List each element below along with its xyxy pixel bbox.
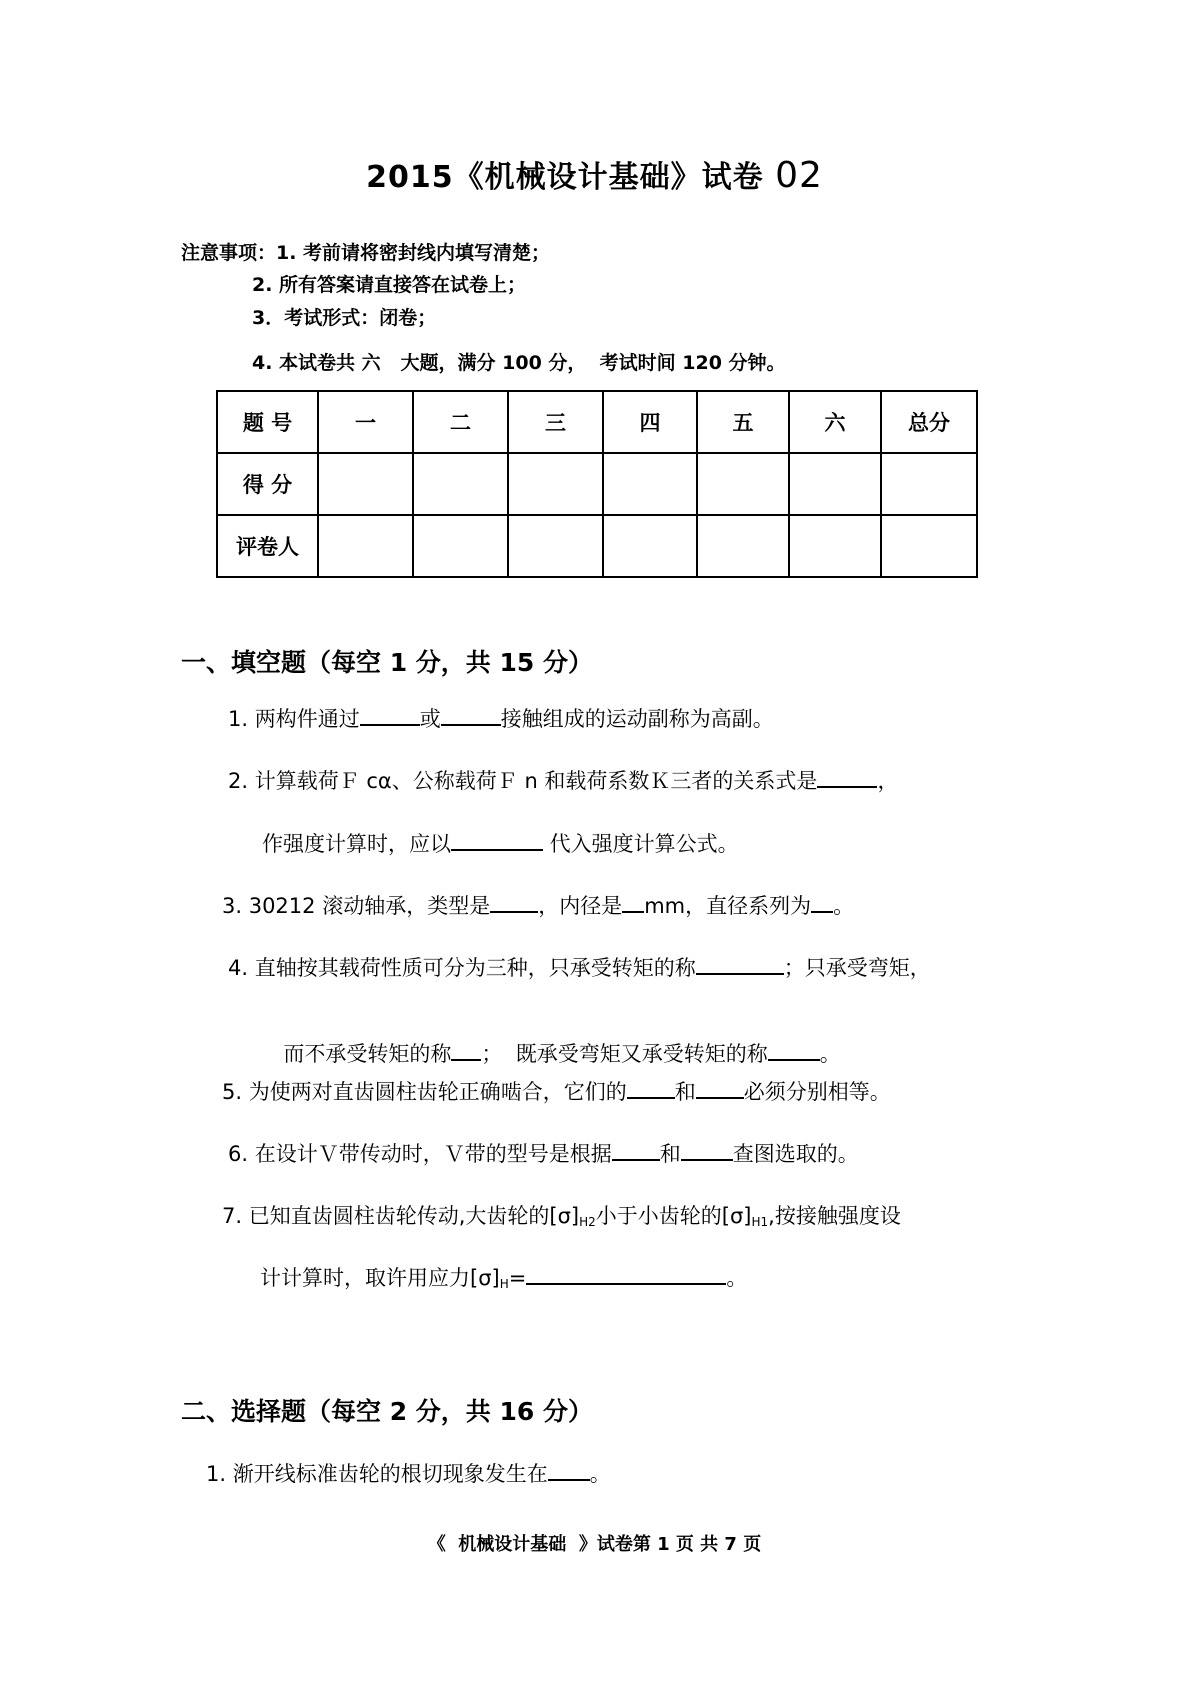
title-number: 02: [775, 155, 823, 196]
question-text: 1. 两构件通过: [228, 707, 360, 731]
question-text: 5. 为使两对直齿圆柱齿轮正确啮合，它们的: [222, 1080, 627, 1104]
question-text: 或: [419, 707, 441, 731]
subscript: H2: [579, 1215, 596, 1229]
header-cell: 题 号: [217, 391, 318, 453]
answer-blank[interactable]: [811, 893, 833, 913]
question-1-4: [228, 952, 931, 982]
question-text: 。: [726, 1266, 748, 1290]
answer-blank[interactable]: [451, 1041, 481, 1061]
row-label: 评卷人: [217, 515, 318, 577]
answer-blank[interactable]: [768, 1041, 820, 1061]
answer-blank[interactable]: [548, 1461, 590, 1481]
note-1: 注意事项：1. 考前请将密封线内填写清楚；: [181, 242, 551, 264]
answer-blank[interactable]: [441, 706, 501, 726]
grader-cell[interactable]: [603, 515, 697, 577]
question-text: =: [508, 1266, 527, 1290]
grader-cell[interactable]: [413, 515, 508, 577]
section-1-heading: 一、填空题（每空 1 分，共 15 分）: [181, 648, 594, 677]
page-footer: 《 机械设计基础 》试卷第 1 页 共 7 页: [427, 1534, 762, 1555]
grader-cell[interactable]: [697, 515, 789, 577]
header-cell: 总分: [881, 391, 977, 453]
title-text: 2015《机械设计基础》试卷: [366, 160, 776, 195]
question-1-1: [228, 703, 774, 733]
question-text: ，内径是: [538, 894, 623, 918]
header-cell: 六: [789, 391, 881, 453]
subscript: H1: [751, 1215, 769, 1229]
question-text: 而不承受转矩的称: [283, 1042, 452, 1066]
question-text: 3. 30212 滚动轴承，类型是: [222, 894, 491, 918]
question-text: 。: [589, 1462, 611, 1486]
question-1-4-cont: [270, 1014, 841, 1068]
header-cell: 一: [318, 391, 413, 453]
score-cell[interactable]: [789, 453, 881, 515]
question-1-2: [228, 765, 898, 795]
header-cell: 五: [697, 391, 789, 453]
answer-blank[interactable]: [696, 1079, 744, 1099]
question-2-1: [206, 1458, 611, 1488]
section-2-heading: 二、选择题（每空 2 分，共 16 分）: [181, 1397, 594, 1426]
score-row: [217, 453, 977, 515]
question-1-7-cont: [260, 1262, 747, 1292]
answer-blank[interactable]: [360, 706, 420, 726]
note-4: 4. 本试卷共 六 大题，满分 100 分， 考试时间 120 分钟。: [252, 352, 786, 374]
score-cell[interactable]: [508, 453, 603, 515]
question-text: mm，直径系列为: [644, 894, 812, 918]
question-1-5: [222, 1076, 891, 1106]
answer-blank[interactable]: [681, 1141, 733, 1161]
question-text: ,按接触强度设: [768, 1204, 901, 1228]
page-title: [0, 152, 1189, 196]
note-2: 2. 所有答案请直接答在试卷上；: [252, 274, 527, 296]
grader-cell[interactable]: [789, 515, 881, 577]
question-text: 计计算时，取许用应力[σ]: [260, 1266, 500, 1290]
question-text: 接触组成的运动副称为高副。: [500, 707, 774, 731]
question-text: 和: [659, 1142, 681, 1166]
grader-cell[interactable]: [318, 515, 413, 577]
question-text: ，: [877, 769, 899, 793]
question-text: 。: [833, 894, 855, 918]
question-1-6: [228, 1138, 859, 1168]
score-cell[interactable]: [318, 453, 413, 515]
answer-blank[interactable]: [490, 893, 538, 913]
question-text: 和: [674, 1080, 696, 1104]
question-1-3: [222, 890, 854, 920]
question-text: 2. 计算载荷Ｆ cα、公称载荷Ｆ n 和载荷系数Ｋ三者的关系式是: [228, 769, 818, 793]
header-cell: 二: [413, 391, 508, 453]
header-cell: 四: [603, 391, 697, 453]
question-text: 必须分别相等。: [743, 1080, 891, 1104]
question-text: 小于小齿轮的[σ]: [595, 1204, 752, 1228]
subscript: H: [499, 1277, 509, 1291]
score-cell[interactable]: [697, 453, 789, 515]
question-text: ；只承受弯矩，: [783, 956, 931, 980]
score-table-header-row: [217, 391, 977, 453]
score-cell[interactable]: [881, 453, 977, 515]
answer-blank[interactable]: [627, 1079, 675, 1099]
question-text: 1. 渐开线标准齿轮的根切现象发生在: [206, 1462, 548, 1486]
answer-blank[interactable]: [817, 768, 877, 788]
question-1-7: [222, 1200, 901, 1230]
answer-blank[interactable]: [696, 955, 784, 975]
question-text: 7. 已知直齿圆柱齿轮传动,大齿轮的[σ]: [222, 1204, 580, 1228]
grader-cell[interactable]: [508, 515, 603, 577]
question-text: 作强度计算时，应以: [262, 832, 451, 856]
row-label: 得 分: [217, 453, 318, 515]
answer-blank[interactable]: [526, 1265, 726, 1285]
question-text: 查图选取的。: [732, 1142, 859, 1166]
question-text: 代入强度计算公式。: [543, 832, 739, 856]
answer-blank[interactable]: [622, 893, 644, 913]
header-cell: 三: [508, 391, 603, 453]
score-cell[interactable]: [413, 453, 508, 515]
score-cell[interactable]: [603, 453, 697, 515]
question-text: ； 既承受弯矩又承受转矩的称: [481, 1042, 768, 1066]
answer-blank[interactable]: [451, 831, 543, 851]
question-text: 。: [819, 1042, 841, 1066]
grader-cell[interactable]: [881, 515, 977, 577]
question-1-2-cont: [262, 828, 739, 858]
note-3: 3．考试形式：闭卷；: [252, 307, 437, 329]
answer-blank[interactable]: [612, 1141, 660, 1161]
question-text: 4. 直轴按其载荷性质可分为三种，只承受转矩的称: [228, 956, 696, 980]
grader-row: [217, 515, 977, 577]
question-text: 6. 在设计Ｖ带传动时，Ｖ带的型号是根据: [228, 1142, 612, 1166]
score-table: [216, 390, 978, 578]
